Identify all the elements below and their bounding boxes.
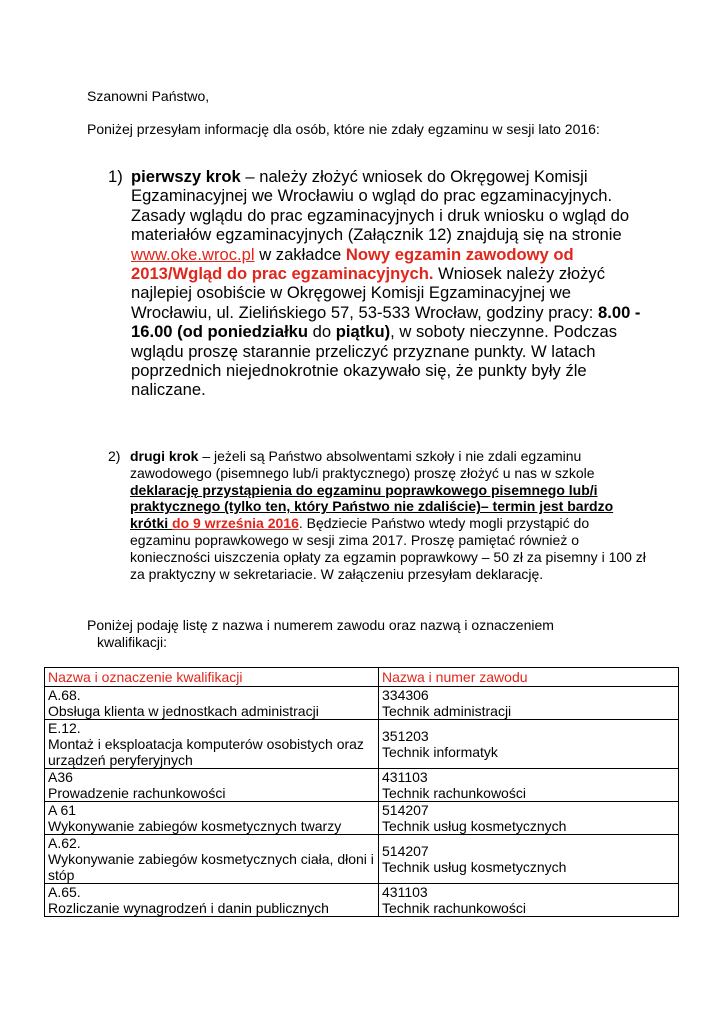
qualification-name: Montaż i eksploatacja komputerów osobistych oraz urządzeń peryferyjnych <box>48 736 364 768</box>
step-2-paragraph <box>108 448 648 582</box>
oke-link[interactable]: www.oke.wroc.pl <box>131 244 255 264</box>
table-row <box>45 835 679 884</box>
profession-number: 334306 <box>382 687 429 703</box>
profession-name: Technik rachunkowości <box>382 900 526 916</box>
header-profession: Nazwa i numer zawodu <box>379 668 679 687</box>
profession-name: Technik usług kosmetycznych <box>382 859 567 875</box>
qualification-name: Rozliczanie wynagrodzeń i danin publicznych <box>48 900 329 916</box>
table-row <box>45 687 679 720</box>
header-qualification: Nazwa i oznaczenie kwalifikacji <box>45 668 379 687</box>
table-header-row <box>45 668 679 687</box>
table-row <box>45 884 679 917</box>
office-hours-end: piątku) <box>335 322 391 342</box>
step-2-number: 2) <box>108 448 121 464</box>
qualification-code: A.65. <box>48 884 81 900</box>
qualification-code: A.68. <box>48 687 81 703</box>
profession-number: 431103 <box>382 769 428 785</box>
table-row <box>45 802 679 835</box>
profession-name: Technik rachunkowości <box>382 785 526 801</box>
tab-name: Nowy egzamin zawodowy od 2013/Wgląd do prac egzaminacyjnych. <box>131 244 574 284</box>
qualification-code: A36 <box>48 769 73 785</box>
table-row <box>45 720 679 769</box>
profession-number: 431103 <box>382 884 428 900</box>
office-hours: 8.00 - 16.00 (od poniedziałku <box>131 302 641 342</box>
list-intro-line: kwalifikacji: <box>97 633 168 650</box>
step-2-title: drugi krok <box>130 448 199 464</box>
list-intro-line: Poniżej podaję listę z nazwa i numerem zawodu oraz nazwą i oznaczeniem <box>87 617 554 633</box>
step-1-text: Wniosek należy złożyć najlepiej osobiście w Okręgowej Komisji Egzaminacyjnej we Wrocławiu, ul. Zielińskiego 57, 53-533 Wrocław, godziny pracy: <box>131 264 606 322</box>
profession-number: 514207 <box>382 802 429 818</box>
step-2-text: . Będziecie Państwo wtedy mogli przystąpić do egzaminu poprawkowego w sesji zima 2017. Proszę pamiętać również o konieczności uiszczenia opłaty za egzamin poprawkowy – 50 zł za pisemny i 100 zł za praktyczny w sekretariacie. W załączeniu przesyłam deklarację. <box>130 515 646 582</box>
qualifications-table <box>44 667 679 917</box>
qualification-name: Wykonywanie zabiegów kosmetycznych twarzy <box>48 818 342 834</box>
step-2-text: – jeżeli są Państwo absolwentami szkoły i nie zdali egzaminu zawodowego (pisemnego lub/i praktycznego) proszę złożyć u nas w szkole <box>130 448 595 481</box>
step-1-text: w zakładce <box>254 244 346 264</box>
table-row <box>45 769 679 802</box>
profession-number: 351203 <box>382 728 429 744</box>
declaration-text: deklarację przystąpienia do egzaminu poprawkowego pisemnego lub/i praktycznego (tylko ten, który Państwo nie zdaliście)– termin jest bardzo krótki <box>130 481 614 532</box>
greeting: Szanowni Państwo, <box>87 88 210 104</box>
profession-number: 514207 <box>382 843 429 859</box>
qualification-code: A.62. <box>48 835 81 851</box>
qualification-name: Wykonywanie zabiegów kosmetycznych ciała, dłoni i stóp <box>48 851 374 883</box>
step-1-paragraph <box>108 167 648 400</box>
qualification-name: Prowadzenie rachunkowości <box>48 785 226 801</box>
step-1-text: , w soboty nieczynne. Podczas wglądu proszę starannie przeliczyć przyznane punkty. W latach poprzednich niejednokrotnie okazywało się, że punkty były źle naliczane. <box>131 322 618 400</box>
profession-name: Technik informatyk <box>382 744 498 760</box>
qualification-code: E.12. <box>48 720 81 736</box>
list-intro <box>87 617 607 650</box>
step-1-number: 1) <box>108 167 123 186</box>
deadline: do 9 września 2016 <box>172 515 299 532</box>
qualification-name: Obsługa klienta w jednostkach administracji <box>48 703 319 719</box>
step-1-text: – należy złożyć wniosek do Okręgowej Komisji Egzaminacyjnej we Wrocławiu o wgląd do prac egzaminacyjnych. Zasady wglądu do prac egzaminacyjnych i druk wniosku o wgląd do materiałów egzaminacyjnych (Załącznik 12) znajdują się na stronie <box>131 167 630 245</box>
profession-name: Technik usług kosmetycznych <box>382 818 567 834</box>
profession-name: Technik administracji <box>382 703 512 719</box>
step-1-title: pierwszy krok <box>131 167 241 186</box>
intro-paragraph: Poniżej przesyłam informację dla osób, które nie zdały egzaminu w sesji lato 2016: <box>87 121 600 137</box>
step-1-text: do <box>308 322 336 342</box>
qualification-code: A 61 <box>48 802 77 818</box>
